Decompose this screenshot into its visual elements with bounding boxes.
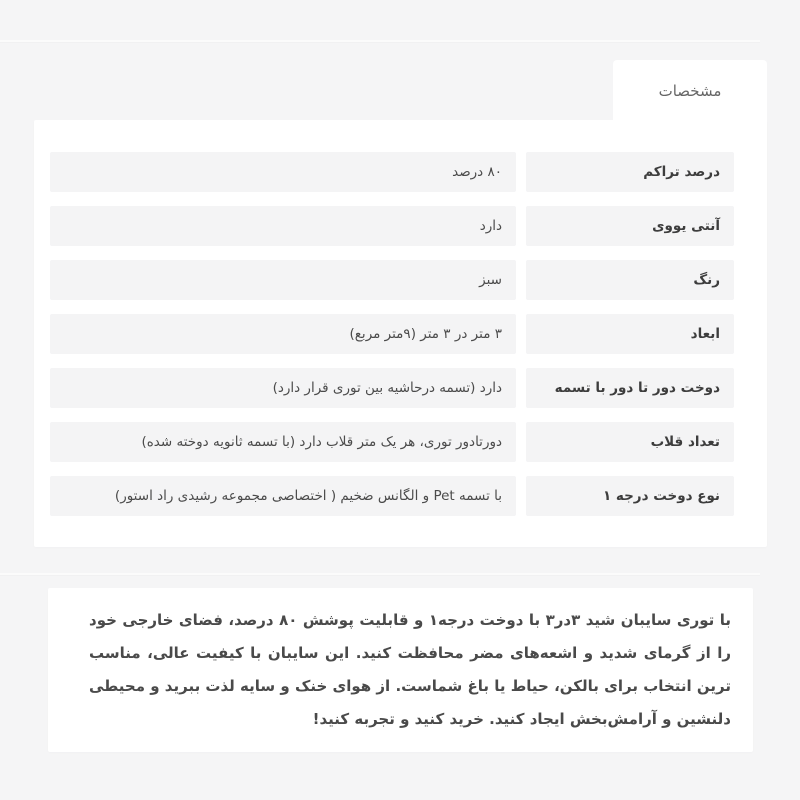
tab-specifications-label: مشخصات <box>658 82 722 100</box>
spec-row-value: دارد <box>50 206 516 246</box>
tab-specifications[interactable] <box>613 60 767 122</box>
product-description: با توری سایبان شید ۳در۳ با دوخت درجه۱ و قابلیت پوشش ۸۰ درصد، فضای خارجی خود را از گرمای شدید و اشعه‌های مضر محافظت کنید. این سایبان با کیفیت عالی، مناسب ترین انتخاب برای بالکن، حیاط یا باغ شماست. از هوای خنک و سایه لذت ببرید و محیطی دلنشین و آرامش‌بخش ایجاد کنید. خرید کنید و تجربه کنید! <box>89 611 731 728</box>
spec-row-label: درصد تراکم <box>526 152 734 192</box>
specifications-table <box>50 152 734 516</box>
spec-row-label: تعداد قلاب <box>526 422 734 462</box>
spec-row-value: دورتادور توری، هر یک متر قلاب دارد (با تسمه ثانویه دوخته شده) <box>50 422 516 462</box>
spec-row <box>50 206 734 246</box>
spec-row-label: ابعاد <box>526 314 734 354</box>
section-divider <box>0 573 760 575</box>
spec-row-value: ۸۰ درصد <box>50 152 516 192</box>
tab-bar-divider <box>0 40 760 42</box>
spec-row-value: با تسمه Pet و الگانس ضخیم ( اختصاصی مجموعه رشیدی راد استور) <box>50 476 516 516</box>
spec-row-label: رنگ <box>526 260 734 300</box>
spec-row-label: دوخت دور تا دور با تسمه <box>526 368 734 408</box>
description-card <box>48 588 753 752</box>
spec-row-value: سبز <box>50 260 516 300</box>
spec-row-value: دارد (تسمه درحاشیه بین توری قرار دارد) <box>50 368 516 408</box>
spec-row-label: نوع دوخت درجه ۱ <box>526 476 734 516</box>
specifications-card <box>34 120 767 547</box>
spec-row <box>50 260 734 300</box>
spec-row <box>50 422 734 462</box>
spec-row <box>50 152 734 192</box>
spec-row <box>50 476 734 516</box>
spec-row-label: آنتی یووی <box>526 206 734 246</box>
spec-row-value: ۳ متر در ۳ متر (۹متر مربع) <box>50 314 516 354</box>
spec-row <box>50 314 734 354</box>
spec-row <box>50 368 734 408</box>
